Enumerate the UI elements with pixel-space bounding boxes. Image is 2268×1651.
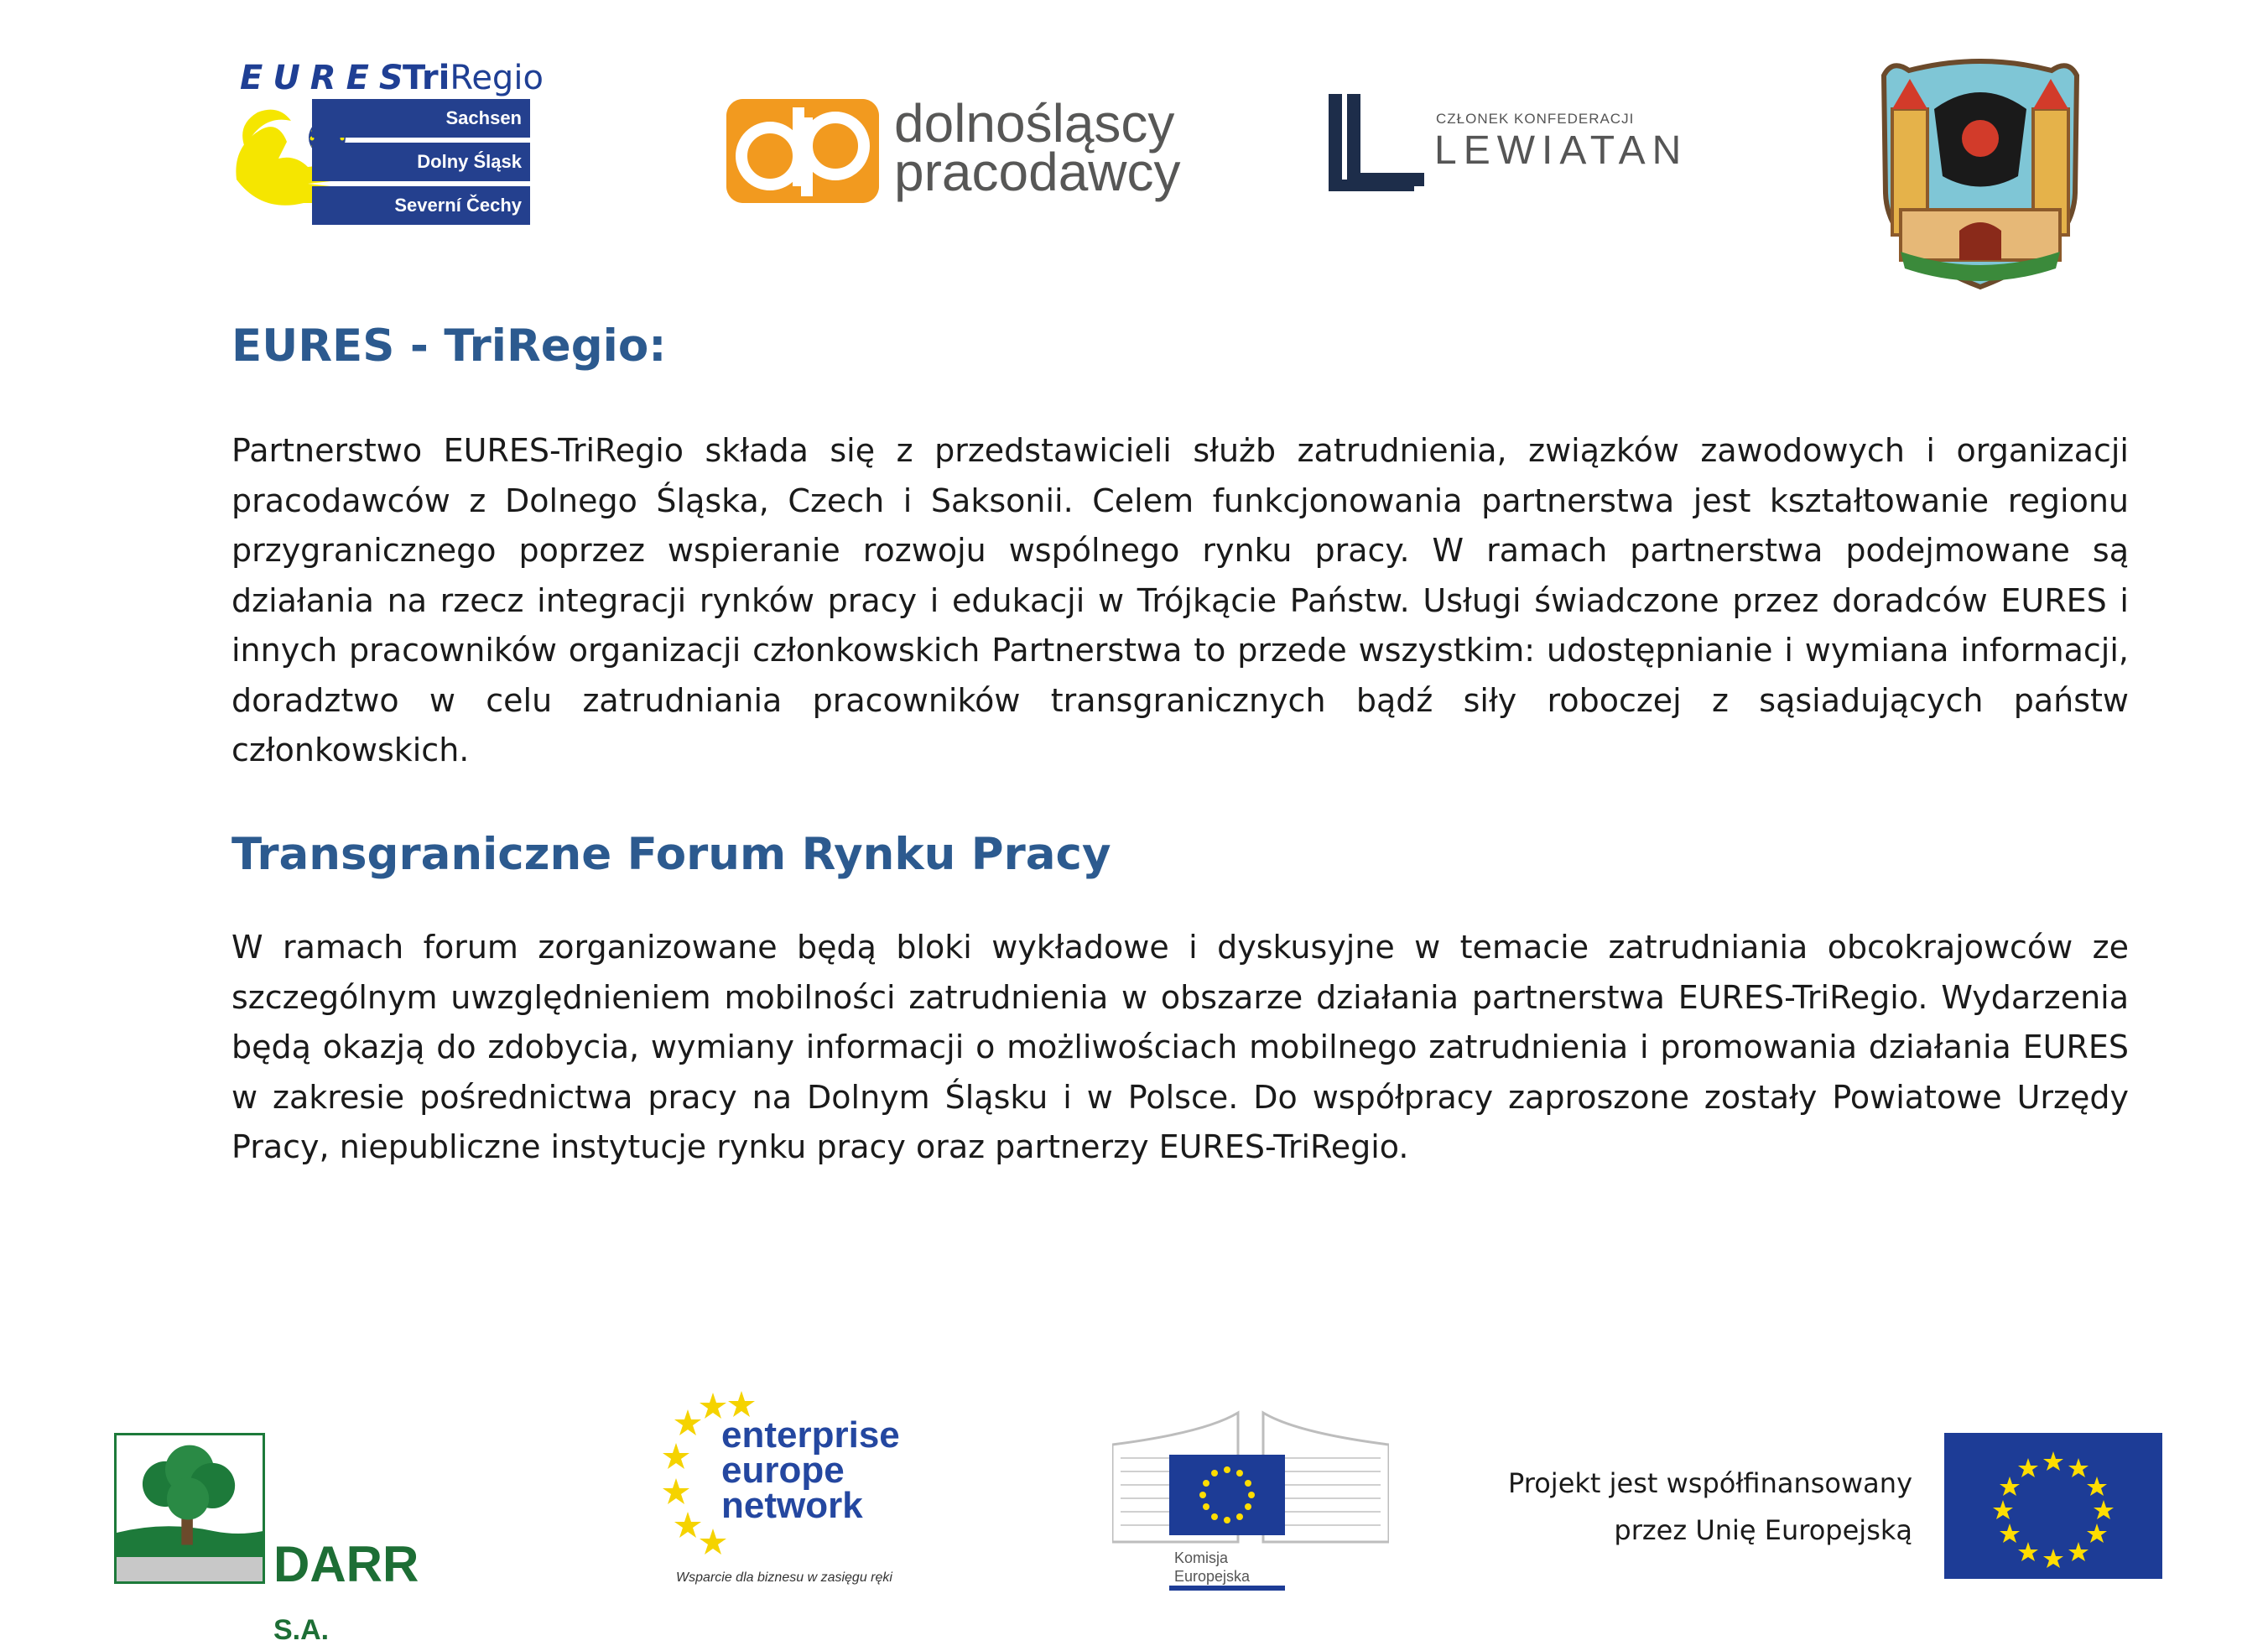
eures-triregio-logo — [228, 59, 544, 227]
eu-flag-icon — [1944, 1433, 2162, 1579]
ec-label: Komisja Europejska — [1174, 1549, 1251, 1585]
darr-tree-icon — [114, 1433, 265, 1584]
coat-of-arms-icon — [1875, 59, 2085, 290]
lewiatan-member-label: CZŁONEK KONFEDERACJI — [1436, 111, 1635, 127]
section-paragraph-forum: W ramach forum zorganizowane będą bloki wykładowe i dyskusyjne w temacie zatrudniania obcokrajowców ze szczególnym uwzględnieniem mobilności zatrudnienia w obszarze działania partnerstwa EURES-TriRegio. Wydarzenia będą okazją do zdobycia, wymiany informacji o możliwościach mobilnego zatrudnienia i promowania działania EURES w zakresie pośrednictwa pracy na Dolnym Śląsku i w Polsce. Do współpracy zaproszone zostały Powiatowe Urzędy Pracy, niepubliczne instytucje rynku pracy oraz partnerzy EURES-TriRegio. — [231, 929, 2129, 1165]
dolnoslascy-pracodawcy-logo — [726, 93, 1230, 208]
enterprise-europe-network-logo — [663, 1384, 906, 1594]
eures-wordmark: EURES — [240, 59, 414, 97]
eures-region-dolny-slask: Dolny Śląsk — [312, 143, 530, 181]
lewiatan-mark-icon — [1327, 92, 1426, 196]
eures-region-severni-cechy: Severní Čechy — [312, 186, 530, 225]
darr-logo — [114, 1433, 466, 1646]
lewiatan-logo — [1327, 92, 1688, 201]
section-heading-eures-triregio: EURES - TriRegio: — [231, 320, 667, 372]
cofunding-statement: Projekt jest współfinansowany przez Unię Europejską — [1508, 1467, 1912, 1546]
darr-wordmark: DARR S.A. — [273, 1536, 419, 1646]
een-wordmark: enterprise europe network — [721, 1414, 900, 1526]
een-tagline: Wsparcie dla biznesu w zasięgu ręki — [676, 1570, 892, 1585]
european-commission-logo — [1112, 1408, 1389, 1594]
section-paragraph-eures-triregio: Partnerstwo EURES-TriRegio składa się z przedstawicieli służb zatrudnienia, związków zawodowych i organizacji pracodawców z Dolnego Śląska, Czech i Saksonii. Celem funkcjonowania partnerstwa jest kształtowanie regionu przygranicznego poprzez wspieranie rozwoju wspólnego rynku pracy. W ramach partnerstwa podejmowane są działania na rzecz integracji rynków pracy i edukacji w Trójkącie Państw. Usługi świadczone przez doradców EURES i innych pracowników organizacji członkowskich Partnerstwa to przede wszystkim: udostępnianie i wymiana informacji, doradztwo w celu zatrudniania pracowników transgranicznych bądź siły roboczej z sąsiadujących państw członkowskich. — [231, 432, 2129, 768]
dp-wordmark: dolnośląscy pracodawcy — [894, 93, 1181, 202]
section-heading-forum: Transgraniczne Forum Rynku Pracy — [231, 829, 1111, 880]
triregio-wordmark: TriRegio — [403, 59, 544, 97]
ec-building-icon — [1112, 1408, 1389, 1594]
dp-mark-icon — [726, 99, 879, 203]
eures-region-sachsen: Sachsen — [312, 99, 530, 138]
lewiatan-wordmark: LEWIATAN — [1434, 128, 1688, 173]
